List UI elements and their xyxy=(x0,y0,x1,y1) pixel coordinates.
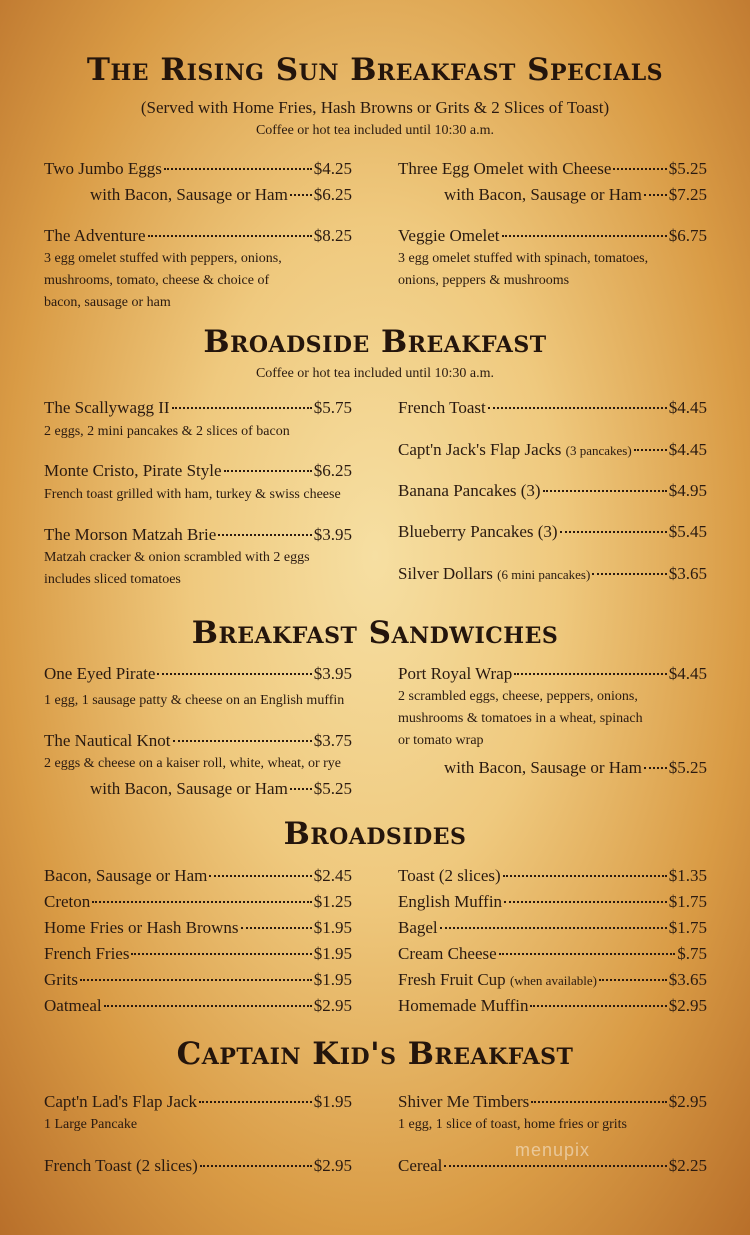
item-name: French Toast (2 slices) xyxy=(44,1156,198,1175)
item-price: $5.25 xyxy=(668,758,707,777)
item-name: Oatmeal xyxy=(44,996,102,1015)
item-name: Bagel xyxy=(398,918,438,937)
item-price: $7.25 xyxy=(668,185,707,204)
item-name: Cereal xyxy=(398,1156,443,1175)
item-name: Fresh Fruit Cup xyxy=(398,970,506,989)
item-price: $2.95 xyxy=(313,1156,352,1175)
item-price: $1.95 xyxy=(313,918,352,937)
item-price: $6.75 xyxy=(668,226,707,245)
menu-item-bacon-sausage-ham xyxy=(44,866,352,886)
item-name: with Bacon, Sausage or Ham xyxy=(90,779,288,798)
menu-item-three-egg-omelet xyxy=(398,159,707,179)
description-line: 1 Large Pancake xyxy=(44,1117,138,1132)
item-price: $1.25 xyxy=(313,892,352,911)
menu-item-monte-cristo xyxy=(44,461,352,481)
item-price: $5.75 xyxy=(313,398,352,417)
item-price: $1.95 xyxy=(313,970,352,989)
menu-item-shiver-me-timbers xyxy=(398,1092,707,1112)
item-name: Bacon, Sausage or Ham xyxy=(44,866,208,885)
menu-item-cream-cheese xyxy=(398,944,707,964)
item-name: The Nautical Knot xyxy=(44,731,171,750)
item-note: (when available) xyxy=(509,973,597,988)
menu-item-lads-flap-jack xyxy=(44,1092,352,1112)
item-name: English Muffin xyxy=(398,892,503,911)
menu-item-french-fries xyxy=(44,944,352,964)
description-line: mushrooms, tomato, cheese & choice of xyxy=(44,273,270,288)
menu-subitem-three-egg-omelet xyxy=(444,185,707,205)
item-name: Blueberry Pancakes (3) xyxy=(398,522,558,541)
item-price: $3.65 xyxy=(668,564,707,583)
item-price: $5.45 xyxy=(668,522,707,541)
item-name: French Fries xyxy=(44,944,130,963)
item-name: The Morson Matzah Brie xyxy=(44,525,217,544)
menu-subitem-port-royal-wrap xyxy=(444,758,707,778)
item-name: Home Fries or Hash Browns xyxy=(44,918,239,937)
item-description-monte-cristo xyxy=(44,484,352,506)
item-description-matzah-brie xyxy=(44,547,352,591)
item-name: Capt'n Lad's Flap Jack xyxy=(44,1092,197,1111)
item-price: $2.25 xyxy=(668,1156,707,1175)
description-line: includes sliced tomatoes xyxy=(44,572,181,587)
description-line: onions, peppers & mushrooms xyxy=(398,273,570,288)
description-line: or tomato wrap xyxy=(398,733,484,748)
item-name: Homemade Muffin xyxy=(398,996,529,1015)
menu-item-english-muffin xyxy=(398,892,707,912)
item-description-one-eyed-pirate xyxy=(44,690,352,712)
item-price: $3.95 xyxy=(313,525,352,544)
item-price: $1.95 xyxy=(313,1092,352,1111)
description-line: French toast grilled with ham, turkey & swiss cheese xyxy=(44,487,341,502)
item-name: One Eyed Pirate xyxy=(44,664,156,683)
item-price: $8.25 xyxy=(313,226,352,245)
menu-item-french-toast xyxy=(398,398,707,418)
item-price: $6.25 xyxy=(313,461,352,480)
item-name: French Toast xyxy=(398,398,486,417)
menu-item-port-royal-wrap xyxy=(398,664,707,684)
item-name: Banana Pancakes (3) xyxy=(398,481,541,500)
item-note: (3 pancakes) xyxy=(565,443,632,458)
description-line: 1 egg, 1 sausage patty & cheese on an English muffin xyxy=(44,693,345,708)
item-name: Three Egg Omelet with Cheese xyxy=(398,159,612,178)
section-title-specials: The Rising Sun Breakfast Specials xyxy=(86,52,664,88)
menu-item-nautical-knot xyxy=(44,731,352,751)
menu-item-one-eyed-pirate xyxy=(44,664,352,684)
item-name: Grits xyxy=(44,970,78,989)
menu-subitem-two-jumbo-eggs xyxy=(90,185,352,205)
menu-item-two-jumbo-eggs xyxy=(44,159,352,179)
item-description-scallywagg xyxy=(44,421,352,443)
item-price: $4.95 xyxy=(668,481,707,500)
menu-item-fruit-cup xyxy=(398,970,707,991)
item-price: $3.65 xyxy=(668,970,707,989)
specials-subtitle: (Served with Home Fries, Hash Browns or Grits & 2 Slices of Toast) xyxy=(140,98,610,117)
item-name: Port Royal Wrap xyxy=(398,664,513,683)
item-name: The Adventure xyxy=(44,226,146,245)
item-description-adventure xyxy=(44,248,352,314)
item-description-veggie-omelet xyxy=(398,248,707,292)
item-price: $3.95 xyxy=(313,664,352,683)
item-price: $4.25 xyxy=(313,159,352,178)
item-description-shiver-me-timbers xyxy=(398,1114,707,1136)
broadside-breakfast-note: Coffee or hot tea included until 10:30 a.m. xyxy=(255,366,495,381)
menu-item-scallywagg xyxy=(44,398,352,418)
section-title-broadsides: Broadsides xyxy=(283,816,467,852)
item-description-lads-flap-jack xyxy=(44,1114,352,1136)
description-line: 1 egg, 1 slice of toast, home fries or grits xyxy=(398,1117,628,1132)
menu-item-flap-jacks xyxy=(398,440,707,461)
section-title-kids-breakfast: Captain Kid's Breakfast xyxy=(176,1036,574,1072)
item-price: $4.45 xyxy=(668,398,707,417)
section-title-broadside-breakfast: Broadside Breakfast xyxy=(203,324,547,360)
description-line: 2 eggs & cheese on a kaiser roll, white, wheat, or rye xyxy=(44,756,342,771)
menu-item-blueberry-pancakes xyxy=(398,522,707,542)
menu-item-home-fries xyxy=(44,918,352,938)
item-name: Monte Cristo, Pirate Style xyxy=(44,461,222,480)
item-name: The Scallywagg II xyxy=(44,398,170,417)
item-description-nautical-knot xyxy=(44,753,352,775)
menu-item-veggie-omelet xyxy=(398,226,707,246)
menu-item-creton xyxy=(44,892,352,912)
item-name: with Bacon, Sausage or Ham xyxy=(444,185,642,204)
item-price: $1.75 xyxy=(668,918,707,937)
description-line: 3 egg omelet stuffed with peppers, onions, xyxy=(44,251,282,266)
menu-item-silver-dollars xyxy=(398,564,707,585)
item-price: $.75 xyxy=(677,944,707,963)
menu-item-toast xyxy=(398,866,707,886)
item-price: $4.45 xyxy=(668,664,707,683)
item-name: Silver Dollars xyxy=(398,564,493,583)
specials-note: Coffee or hot tea included until 10:30 a.m. xyxy=(255,123,495,138)
item-note: (6 mini pancakes) xyxy=(497,567,591,582)
menu-item-banana-pancakes xyxy=(398,481,707,501)
menu-item-matzah-brie xyxy=(44,525,352,545)
item-price: $1.35 xyxy=(668,866,707,885)
item-price: $2.95 xyxy=(668,996,707,1015)
item-description-port-royal-wrap xyxy=(398,686,707,752)
section-title-breakfast-sandwiches: Breakfast Sandwiches xyxy=(191,615,559,651)
item-price: $1.95 xyxy=(313,944,352,963)
item-price: $1.75 xyxy=(668,892,707,911)
item-price: $2.95 xyxy=(668,1092,707,1111)
description-line: Matzah cracker & onion scrambled with 2 eggs xyxy=(44,550,310,565)
item-price: $5.25 xyxy=(313,779,352,798)
menu-item-homemade-muffin xyxy=(398,996,707,1016)
watermark: menupix xyxy=(515,1140,591,1160)
item-name: Two Jumbo Eggs xyxy=(44,159,162,178)
description-line: 2 scrambled eggs, cheese, peppers, onions, xyxy=(398,689,638,704)
menu-item-bagel xyxy=(398,918,707,938)
item-price: $3.75 xyxy=(313,731,352,750)
item-price: $2.45 xyxy=(313,866,352,885)
item-price: $6.25 xyxy=(313,185,352,204)
item-name: Shiver Me Timbers xyxy=(398,1092,530,1111)
item-name: Toast (2 slices) xyxy=(398,866,501,885)
menu-item-kids-french-toast xyxy=(44,1156,352,1176)
menu-item-oatmeal xyxy=(44,996,352,1016)
item-price: $2.95 xyxy=(313,996,352,1015)
item-name: Capt'n Jack's Flap Jacks xyxy=(398,440,562,459)
menu-item-grits xyxy=(44,970,352,990)
item-name: Cream Cheese xyxy=(398,944,497,963)
description-line: 2 eggs, 2 mini pancakes & 2 slices of bacon xyxy=(44,424,290,439)
item-name: with Bacon, Sausage or Ham xyxy=(90,185,288,204)
item-name: Veggie Omelet xyxy=(398,226,500,245)
description-line: 3 egg omelet stuffed with spinach, tomatoes, xyxy=(398,251,649,266)
description-line: bacon, sausage or ham xyxy=(44,295,171,310)
menu-item-adventure xyxy=(44,226,352,246)
item-price: $4.45 xyxy=(668,440,707,459)
item-price: $5.25 xyxy=(668,159,707,178)
description-line: mushrooms & tomatoes in a wheat, spinach xyxy=(398,711,643,726)
item-name: with Bacon, Sausage or Ham xyxy=(444,758,642,777)
menu-subitem-nautical-knot xyxy=(90,779,352,799)
item-name: Creton xyxy=(44,892,91,911)
